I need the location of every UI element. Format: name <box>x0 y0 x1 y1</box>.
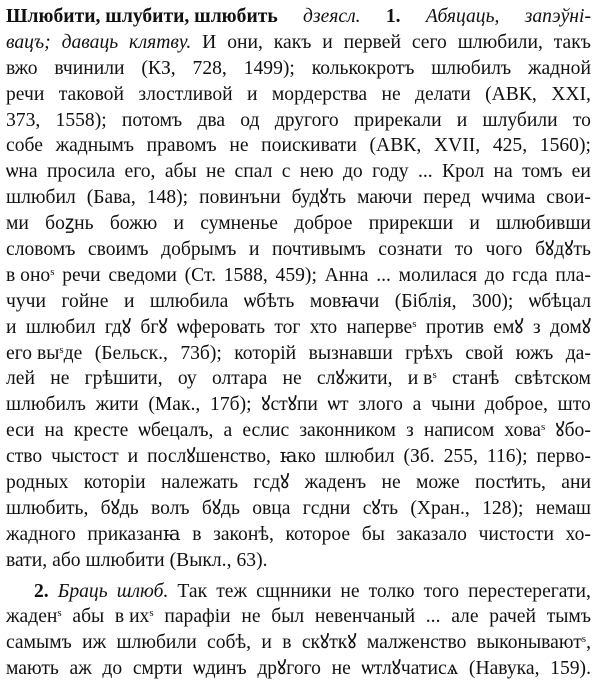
word: мордерства <box>271 83 368 105</box>
word: (АВК, <box>369 135 422 157</box>
word: поискивати <box>261 135 357 157</box>
word: шлюбилъ <box>431 57 512 79</box>
word: чого <box>485 239 523 261</box>
word: до <box>342 161 363 183</box>
word: ... <box>417 161 433 183</box>
word: и <box>261 632 272 654</box>
word: да- <box>565 342 591 364</box>
text-line <box>6 315 591 341</box>
word: малженство <box>366 632 467 654</box>
superscript: s <box>540 421 546 434</box>
word: 148); <box>146 187 189 209</box>
word: грѣшити, <box>84 368 163 390</box>
word: приказанꙗ <box>87 523 181 545</box>
word: и <box>123 290 135 312</box>
word: гойне <box>61 290 109 312</box>
word: до <box>484 264 505 286</box>
word: в <box>192 523 202 545</box>
word: лей <box>6 368 35 390</box>
word: запэўні- <box>524 6 591 27</box>
word: дзеясл. <box>303 6 361 27</box>
text-line <box>6 133 591 159</box>
word: шлюбилъ <box>6 394 86 416</box>
word: И <box>202 31 217 53</box>
word: шлюбил <box>6 187 76 209</box>
word: они, <box>227 31 263 53</box>
word: од <box>240 109 260 131</box>
word: какъ <box>273 31 312 53</box>
text-line <box>6 444 591 470</box>
word: первей <box>343 31 401 53</box>
headword: Шлюбити, шлубити, шлюбить <box>6 6 278 27</box>
text-line <box>6 4 591 30</box>
word: жити <box>95 394 139 416</box>
word: жадного <box>6 523 76 545</box>
word: (Зб. <box>403 446 435 468</box>
word: шлюбили, <box>457 31 543 53</box>
word: станѣ <box>451 368 500 390</box>
word: хо- <box>565 523 591 545</box>
word: теж <box>216 580 247 602</box>
word: свѣтском <box>514 368 591 390</box>
word: своимъ <box>87 239 149 261</box>
word: которіи <box>83 472 146 494</box>
word: будꙋть <box>291 187 347 209</box>
word: толко <box>368 580 415 602</box>
word: 159). <box>550 658 591 680</box>
word: (Ст. <box>184 264 216 286</box>
word: речи <box>62 264 101 286</box>
word: 116); <box>486 446 528 468</box>
word: ꙋстꙋпи <box>261 394 318 416</box>
word: спал <box>234 161 273 183</box>
word: и <box>6 316 17 338</box>
word: бгꙋ <box>140 316 168 338</box>
word: 728, <box>192 57 227 79</box>
word: и <box>322 31 333 53</box>
word: овца <box>252 497 291 519</box>
word: Крол <box>442 161 485 183</box>
word: чыни <box>431 394 476 416</box>
text-line <box>6 82 591 108</box>
word: бꙋдꙋть <box>535 239 591 261</box>
word: выконывают$^s$, <box>476 632 591 654</box>
word: не <box>381 83 401 105</box>
word: олтара <box>211 368 268 390</box>
text-line <box>6 237 591 263</box>
word: правомъ <box>146 135 217 157</box>
word: послꙋшенство, <box>147 446 271 468</box>
word: бы <box>361 523 385 545</box>
word: вызнавши <box>308 342 393 364</box>
word: парафіи <box>164 606 231 628</box>
word: иж <box>82 632 107 654</box>
superscript: s <box>581 633 587 646</box>
word: належать <box>161 472 239 494</box>
dictionary-entry <box>6 4 591 682</box>
word: нею <box>299 161 334 183</box>
word: был <box>271 606 305 628</box>
word: вацъ; <box>6 31 51 53</box>
word: хова$^s$ <box>504 420 546 442</box>
word: того <box>423 580 460 602</box>
word: доброе <box>294 213 353 235</box>
word: потомъ <box>121 109 183 131</box>
word: томъ <box>522 161 563 183</box>
text-line <box>6 522 591 548</box>
word: кресте <box>73 420 129 442</box>
word: (Бава, <box>86 187 136 209</box>
word: ѡна <box>6 161 38 183</box>
word: написом <box>423 420 495 442</box>
word: злого <box>358 394 403 416</box>
word: абы <box>164 161 197 183</box>
text-line <box>6 604 591 630</box>
word: гсдни <box>302 497 351 519</box>
word: законѣ, <box>213 523 274 545</box>
word: вати, <box>6 549 48 571</box>
word: и <box>173 213 185 235</box>
word: ѡтлꙋчатисѧ <box>361 658 459 680</box>
word: не <box>331 658 351 680</box>
word: сведоми <box>108 264 177 286</box>
word: чыстост <box>51 446 119 468</box>
word: 373, <box>6 109 41 131</box>
word: (КЗ, <box>141 57 176 79</box>
word: скꙋткꙋ <box>301 632 357 654</box>
word: жаднымъ <box>55 135 134 157</box>
text-line <box>6 341 591 367</box>
word: просила <box>46 161 116 183</box>
word: не <box>241 606 261 628</box>
word: такъ <box>553 31 591 53</box>
word: вчинили <box>54 57 125 79</box>
word: смрти <box>132 658 183 680</box>
word: чучи <box>6 290 46 312</box>
word: другого <box>274 109 339 131</box>
word: шлубили <box>482 109 558 131</box>
word: шлюбила <box>149 290 229 312</box>
word: (АВК, <box>485 83 537 105</box>
word: законником <box>299 420 396 442</box>
word: маючи <box>357 187 413 209</box>
word: 300); <box>472 290 514 312</box>
word: грѣхъ <box>405 342 453 364</box>
word: году <box>372 161 409 183</box>
word: и $в^s$ <box>407 368 437 390</box>
word: 2. <box>34 580 49 602</box>
word: ꙗко <box>279 446 316 468</box>
word: Анна <box>324 264 369 286</box>
word: речи <box>6 83 45 105</box>
word: божю <box>109 213 158 235</box>
superscript: s <box>412 317 417 330</box>
word: его $вы^sде$ <box>6 342 83 364</box>
word: (Бельск., <box>94 342 168 364</box>
word: домꙋ <box>549 316 591 338</box>
word: повинъни <box>199 187 281 209</box>
superscript: s <box>149 607 154 620</box>
word: дрꙋгого <box>257 658 321 680</box>
word: ѡбѣцал <box>528 290 591 312</box>
word: и <box>247 83 258 105</box>
word: што <box>557 394 591 416</box>
word: тымъ <box>546 606 591 628</box>
word: 1560); <box>539 135 591 157</box>
superscript: s <box>432 369 437 382</box>
word: молилася <box>398 264 478 286</box>
word: 255, <box>443 446 478 468</box>
word: гдꙋ <box>104 316 132 338</box>
word: бꙋдь <box>201 497 240 519</box>
word: з <box>406 420 414 442</box>
text-line <box>6 289 591 315</box>
word: (Мак., <box>148 394 201 416</box>
word: аж <box>69 658 92 680</box>
text-line <box>6 548 591 574</box>
word: с <box>281 161 291 183</box>
word: колькокротъ <box>311 57 415 79</box>
word: делати <box>415 83 471 105</box>
text-line <box>6 656 591 682</box>
word: слꙋжити, <box>316 368 393 390</box>
text-line <box>6 579 591 605</box>
text-line <box>6 418 591 444</box>
word: гсда <box>512 264 548 286</box>
word: не <box>282 368 302 390</box>
word: волъ <box>151 497 190 519</box>
word: XXI, <box>551 83 591 105</box>
word: свои- <box>546 187 591 209</box>
text-line <box>6 30 591 56</box>
word: шлюбивши <box>496 213 591 235</box>
word: и <box>456 109 468 131</box>
word: не <box>50 368 70 390</box>
word: прирекали <box>353 109 442 131</box>
word: ѡдинъ <box>193 658 247 680</box>
text-line <box>6 211 591 237</box>
word: словомъ <box>6 239 76 261</box>
word: ... <box>376 264 391 286</box>
word: Браць <box>57 580 108 602</box>
word: даваць <box>61 31 119 53</box>
word: шлюбили <box>116 632 197 654</box>
word: ... <box>425 606 441 628</box>
word: а <box>412 394 422 416</box>
word: тог <box>274 316 301 338</box>
word: не <box>381 472 401 494</box>
word: шлюбил <box>25 316 96 338</box>
word: таковой <box>58 83 124 105</box>
superscript: s <box>57 607 62 620</box>
word: не <box>206 161 226 183</box>
word: 1558); <box>55 109 107 131</box>
word: злостливой <box>138 83 233 105</box>
word: 1. <box>385 6 401 27</box>
word: перво- <box>536 446 591 468</box>
word: которій <box>234 342 297 364</box>
word: прирекши <box>368 213 454 235</box>
word: ѡт <box>327 394 349 416</box>
word: то <box>454 239 473 261</box>
word: перестерегати, <box>468 580 591 602</box>
word: еси <box>6 420 35 442</box>
word: вжо <box>6 57 38 79</box>
word: абы <box>72 606 105 628</box>
word: 17б); <box>210 394 252 416</box>
word: ѡбѣть <box>243 290 295 312</box>
word: и <box>248 239 260 261</box>
word: наперве$^s$ <box>346 316 417 338</box>
text-line <box>6 496 591 522</box>
word: 73б); <box>180 342 222 364</box>
word: сщнники <box>256 580 332 602</box>
word: шлюбити <box>85 549 165 571</box>
word: Абяцаць, <box>425 6 500 27</box>
word: боꙁнь <box>45 213 94 235</box>
word: доброе, <box>484 394 548 416</box>
word: 63). <box>236 549 268 571</box>
word: але <box>451 606 479 628</box>
word: до <box>102 658 123 680</box>
word: ство <box>6 446 43 468</box>
text-line <box>6 366 591 392</box>
word: не <box>229 135 249 157</box>
word: невенчаный <box>314 606 416 628</box>
word: два <box>197 109 226 131</box>
word: свой <box>465 342 504 364</box>
word: ꙋбо- <box>555 420 591 442</box>
word: сего <box>411 31 447 53</box>
word: родных <box>6 472 69 494</box>
word: сумненье <box>200 213 278 235</box>
word: на <box>44 420 64 442</box>
text-line <box>6 470 591 496</box>
word: клятву. <box>129 31 192 53</box>
text-line <box>6 159 591 185</box>
word: и <box>127 446 139 468</box>
superscript: s <box>59 343 64 356</box>
word: сознати <box>378 239 443 261</box>
word: Так <box>177 580 208 602</box>
word: ѡчима <box>481 187 536 209</box>
word: хто <box>309 316 338 338</box>
word: перед <box>423 187 471 209</box>
word: а <box>223 420 233 442</box>
word: шлюб. <box>116 580 169 602</box>
word: пла- <box>555 264 591 286</box>
word: шлюбил <box>324 446 395 468</box>
text-line <box>6 108 591 134</box>
word: еслис <box>242 420 290 442</box>
word: жаденъ <box>304 472 367 494</box>
word: в оно$^s$ <box>6 264 55 286</box>
word: шлюбить, <box>6 497 89 519</box>
word: постͭить, <box>475 472 546 494</box>
word: гсдꙋ <box>253 472 290 494</box>
word: не <box>340 580 360 602</box>
word: або <box>52 549 81 571</box>
word: добрымъ <box>161 239 237 261</box>
word: почтивымъ <box>272 239 366 261</box>
word: жаден$^s$ <box>6 606 62 628</box>
word: (Навука, <box>468 658 540 680</box>
word: сꙋть <box>362 497 399 519</box>
superscript: s <box>50 265 55 278</box>
word: собе <box>6 135 43 157</box>
word: 128); <box>482 497 524 519</box>
word: южъ <box>515 342 554 364</box>
word: бꙋдь <box>100 497 139 519</box>
word: XVII, <box>433 135 481 157</box>
word: рачей <box>489 606 536 628</box>
word: немаш <box>535 497 591 519</box>
word: которое <box>285 523 351 545</box>
word: в $их^s$ <box>114 606 154 628</box>
word: 425, <box>492 135 528 157</box>
word: (Выкл., <box>169 549 232 571</box>
word: оу <box>177 368 197 390</box>
word: еи <box>571 161 591 183</box>
word: (Біблія, <box>394 290 457 312</box>
word: мають <box>6 658 59 680</box>
word: ани <box>561 472 591 494</box>
text-line <box>6 392 591 418</box>
word: и <box>469 213 480 235</box>
word: на <box>493 161 513 183</box>
word: самымъ <box>6 632 72 654</box>
word: може <box>416 472 460 494</box>
word: мовꙗчи <box>309 290 380 312</box>
word: собѣ, <box>207 632 252 654</box>
word: чистости <box>478 523 554 545</box>
text-line <box>6 185 591 211</box>
word: емꙋ <box>493 316 524 338</box>
word: то <box>572 109 591 131</box>
word: жадной <box>527 57 591 79</box>
word: ѡферовать <box>176 316 266 338</box>
word: ѡбецалъ, <box>138 420 214 442</box>
word: в <box>282 632 292 654</box>
word: 459); <box>275 264 317 286</box>
word: 1588, <box>223 264 268 286</box>
word: его, <box>124 161 156 183</box>
text-line <box>6 263 591 289</box>
word: против <box>425 316 484 338</box>
text-line <box>6 630 591 656</box>
word: з <box>532 316 541 338</box>
word: заказало <box>396 523 467 545</box>
text-line <box>6 56 591 82</box>
word: 1499); <box>243 57 295 79</box>
word: (Хран., <box>410 497 470 519</box>
word: ми <box>6 213 29 235</box>
